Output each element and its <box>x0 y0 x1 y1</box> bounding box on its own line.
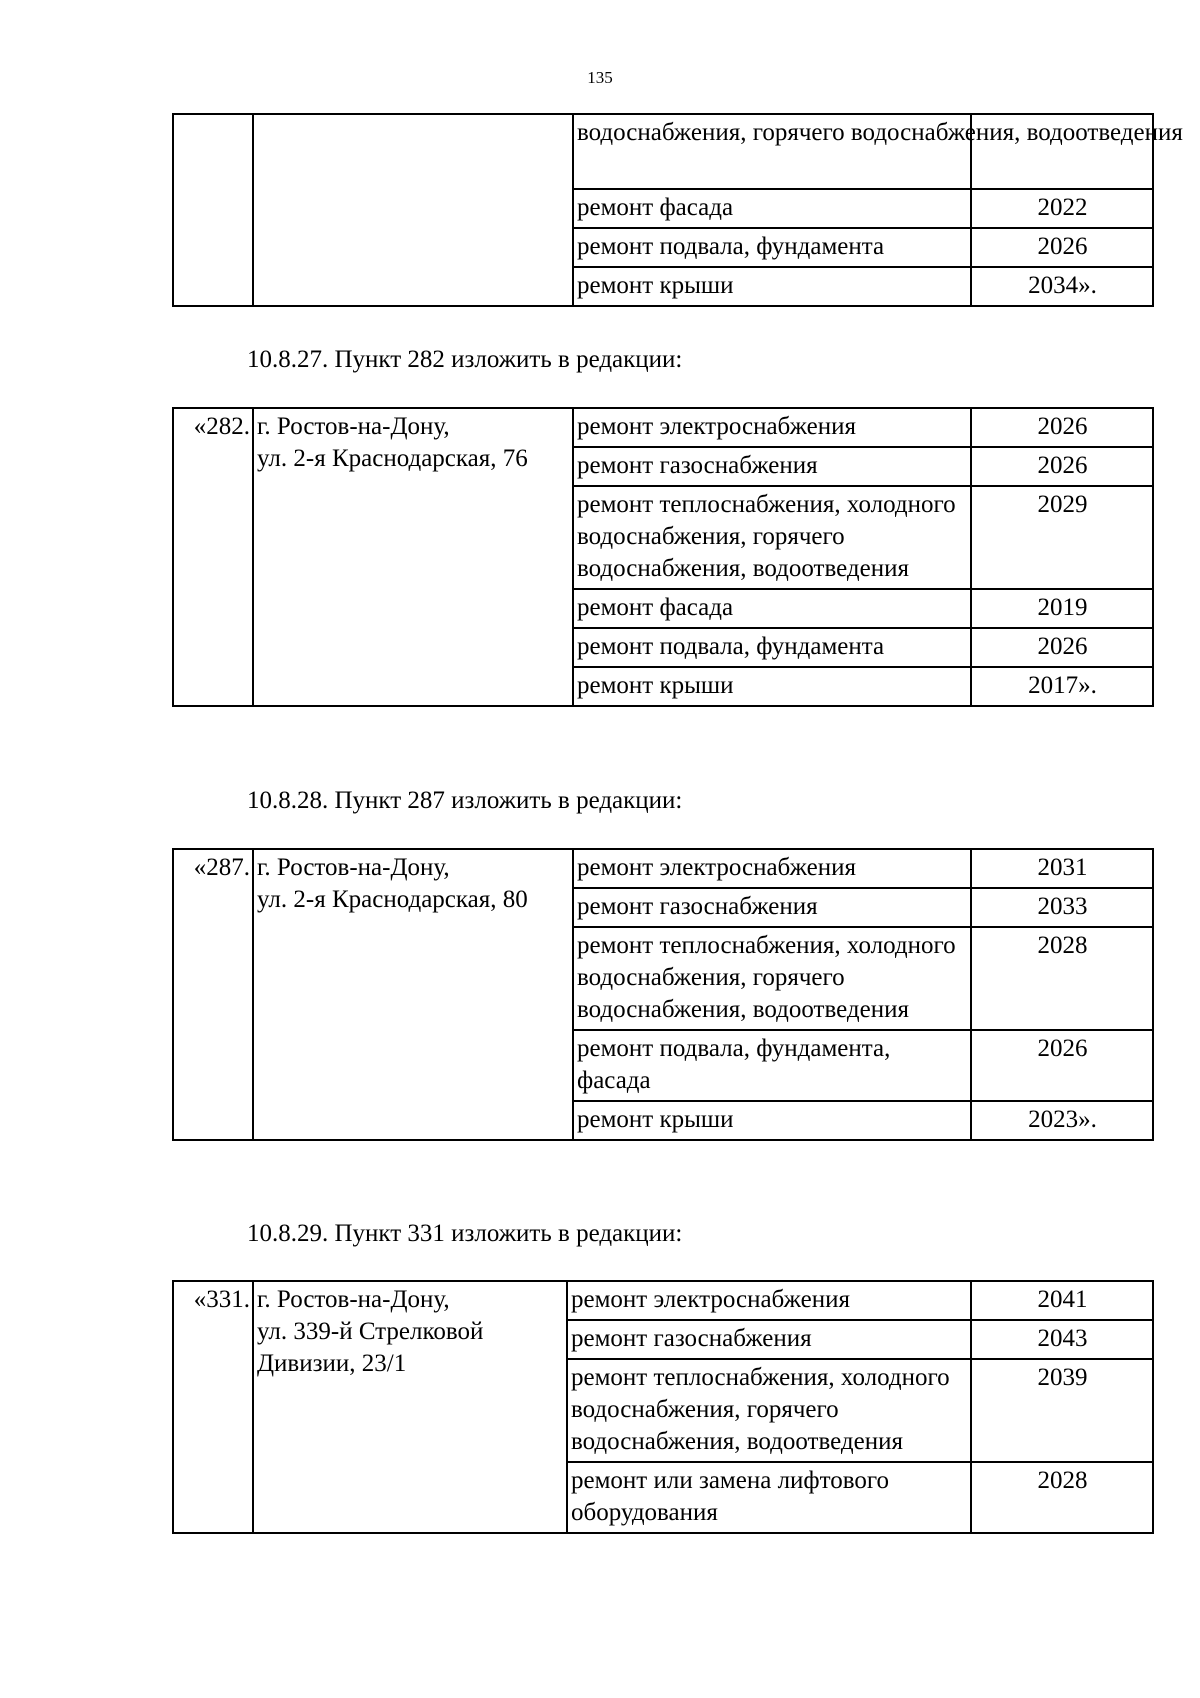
year-cell: 2028 <box>971 1462 1153 1533</box>
year-cell: 2034». <box>971 267 1153 306</box>
work-cell: ремонт или замена лифтового оборудования <box>567 1462 971 1533</box>
year-cell: 2026 <box>971 1030 1153 1101</box>
year-cell: 2028 <box>971 927 1153 1030</box>
item-number-cell: «287. <box>173 849 253 1140</box>
year-cell: 2029 <box>971 486 1153 589</box>
work-cell: ремонт крыши <box>573 667 971 706</box>
work-cell: ремонт теплоснабжения, холодного водоснабжения, горячего водоснабжения, водоотведения <box>573 486 971 589</box>
address-cell <box>253 849 573 1140</box>
work-cell: ремонт подвала, фундамента, фасада <box>573 1030 971 1101</box>
work-cell: ремонт электроснабжения <box>573 408 971 447</box>
year-cell: 2026 <box>971 408 1153 447</box>
year-cell: 2023». <box>971 1101 1153 1140</box>
work-cell: ремонт крыши <box>573 1101 971 1140</box>
work-cell: ремонт подвала, фундамента <box>573 228 971 267</box>
section-table-331 <box>172 1280 1154 1534</box>
year-cell: 2017». <box>971 667 1153 706</box>
address-cell <box>253 1281 567 1533</box>
address-line: ул. 339-й Стрелковой <box>257 1318 484 1345</box>
address-line: ул. 2-я Краснодарская, 76 <box>257 445 528 472</box>
item-number-cell: «331. <box>173 1281 253 1533</box>
address-line: Дивизии, 23/1 <box>257 1350 407 1377</box>
year-cell: 2039 <box>971 1359 1153 1462</box>
year-cell: 2022 <box>971 189 1153 228</box>
year-cell: 2041 <box>971 1281 1153 1320</box>
table-row <box>173 849 1153 888</box>
year-cell: 2026 <box>971 628 1153 667</box>
table-row <box>173 408 1153 447</box>
section-table-287 <box>172 848 1154 1141</box>
item-number-cell <box>173 114 253 306</box>
section-heading: 10.8.27. Пункт 282 изложить в редакции: <box>247 346 683 373</box>
item-number-cell: «282. <box>173 408 253 706</box>
section-heading: 10.8.28. Пункт 287 изложить в редакции: <box>247 787 683 814</box>
work-cell: ремонт газоснабжения <box>567 1320 971 1359</box>
page-number: 135 <box>587 68 613 87</box>
work-cell: ремонт электроснабжения <box>573 849 971 888</box>
work-cell: ремонт теплоснабжения, холодного водоснабжения, горячего водоснабжения, водоотведения <box>567 1359 971 1462</box>
work-cell: ремонт подвала, фундамента <box>573 628 971 667</box>
year-cell: 2026 <box>971 447 1153 486</box>
work-cell: ремонт электроснабжения <box>567 1281 971 1320</box>
work-cell: водоснабжения, горячего водоснабжения, водоотведения <box>573 114 971 189</box>
work-cell: ремонт газоснабжения <box>573 888 971 927</box>
continuation-table <box>172 113 1183 307</box>
work-cell: ремонт теплоснабжения, холодного водоснабжения, горячего водоснабжения, водоотведения <box>573 927 971 1030</box>
section-heading: 10.8.29. Пункт 331 изложить в редакции: <box>247 1220 683 1247</box>
year-cell: 2033 <box>971 888 1153 927</box>
address-line: ул. 2-я Краснодарская, 80 <box>257 886 528 913</box>
address-cell <box>253 408 573 706</box>
address-line: г. Ростов-на-Дону, <box>257 413 450 440</box>
year-cell: 2043 <box>971 1320 1153 1359</box>
year-cell: 2019 <box>971 589 1153 628</box>
work-cell: ремонт газоснабжения <box>573 447 971 486</box>
address-line: г. Ростов-на-Дону, <box>257 1286 450 1313</box>
work-cell: ремонт фасада <box>573 189 971 228</box>
work-cell: ремонт фасада <box>573 589 971 628</box>
table-row <box>173 1281 1153 1320</box>
year-cell: 2031 <box>971 849 1153 888</box>
work-cell: ремонт крыши <box>573 267 971 306</box>
year-cell: 2026 <box>971 228 1153 267</box>
table-row <box>173 114 1153 189</box>
address-line: г. Ростов-на-Дону, <box>257 854 450 881</box>
section-table-282 <box>172 407 1154 707</box>
address-cell <box>253 114 573 306</box>
